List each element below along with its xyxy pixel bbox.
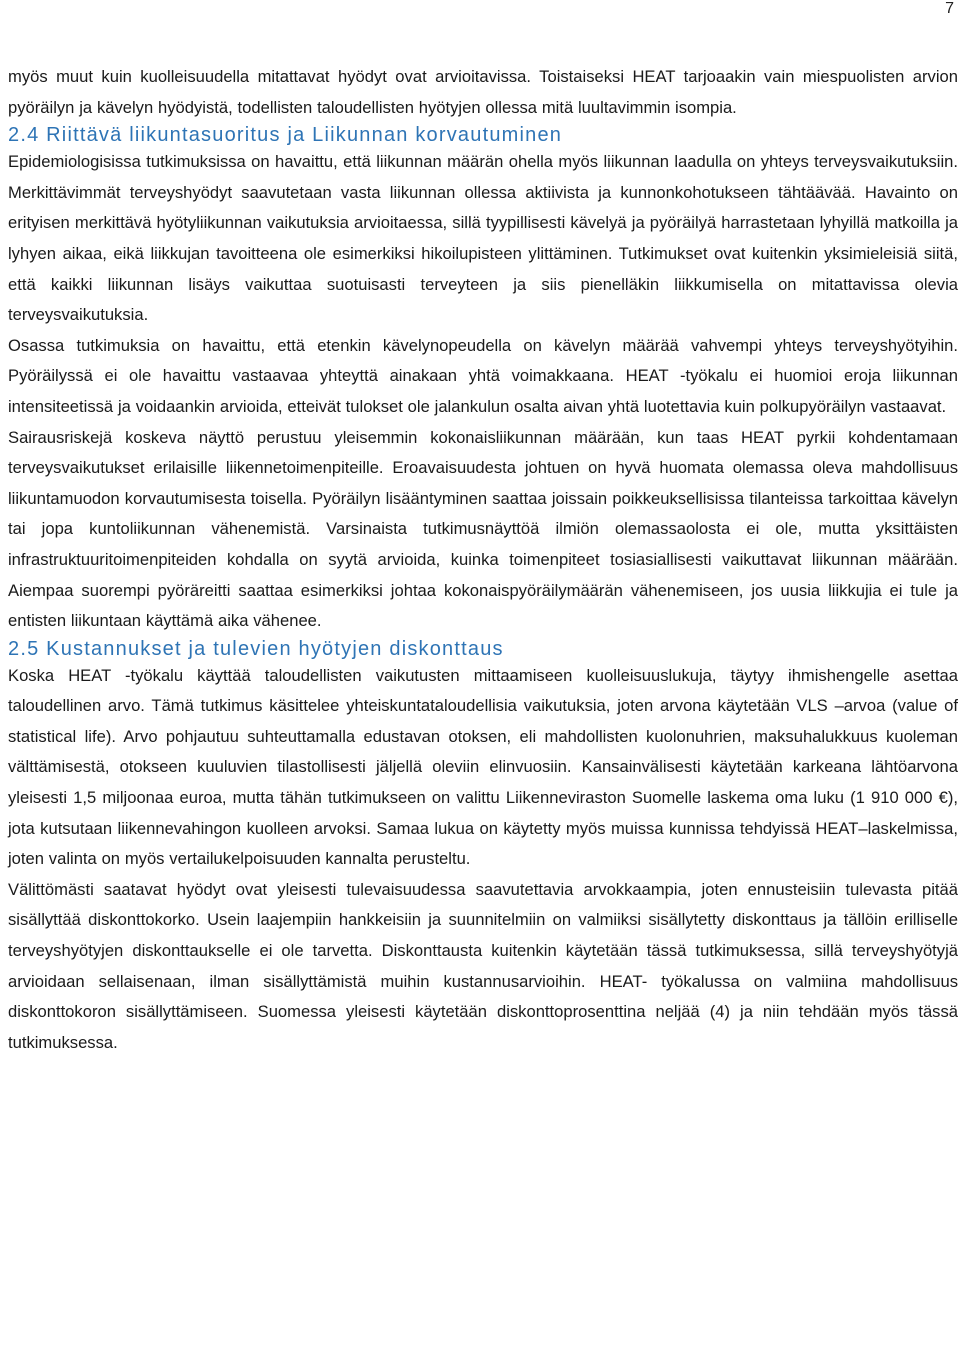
section-2-5-paragraph-2: Välittömästi saatavat hyödyt ovat yleisesti tulevaisuudessa saavutettavia arvokkaampia, joten ennusteisiin tulevasta pitää sisällyttää diskonttokorko. Usein laajempiin hankkeisiin ja suunnitelmiin on valmiiksi sisällytetty diskonttaus ja tällöin erilliselle terveyshyötyjen diskonttaukselle ei ole tarvetta. Diskonttausta kuitenkin käytetään tässä tutkimuksessa, sillä terveyshyötyjä arvioidaan sellaisenaan, ilman sisällyttämistä muihin kustannusarvioihin. HEAT- työkalussa on valmiina mahdollisuus diskonttokoron sisällyttämiseen. Suomessa yleisesti käytetään diskonttoprosenttina neljää (4) ja niin tehdään myös tässä tutkimuksessa. [8, 879, 958, 1052]
section-2-4-paragraph-3: Sairausriskejä koskeva näyttö perustuu yleisemmin kokonaisliikunnan määrään, kun taas HEAT pyrkii kohdentamaan terveysvaikutukset erilaisille liikennetoimenpiteille. Eroavaisuudesta johtuen on hyvä huomata olemassa oleva mahdollisuus liikuntamuodon korvautumisesta toisella. Pyöräilyn lisääntyminen saattaa joissain poikkeuksellisissa tilanteissa tarkoittaa kävelyn tai jopa kuntoliikunnan vähenemistä. Varsinaista tutkimusnäyttöä ilmiön olemassaolosta ei ole, mutta yksittäisten infrastruktuuritoimenpiteiden kohdalla on syytä arvioida, kuinka toimenpiteet tosiasiallisesti vaikuttavat liikunnan määrään. Aiempaa suorempi pyöräreitti saattaa esimerkiksi johtaa kokonaispyöräilymäärän vähenemiseen, jos uusia liikkujia ei tule ja entisten liikuntaan käyttämä aika vähenee. [8, 427, 958, 631]
page-content [8, 62, 958, 1058]
section-2-4-paragraph-1: Epidemiologisissa tutkimuksissa on havaittu, että liikunnan määrän ohella myös liikunnan laadulla on yhteys terveysvaikutuksiin. Merkittävimmät terveyshyödyt saavutetaan vasta liikunnan ollessa aktiivista ja kunnonkohotukseen tähtäävää. Havainto on erityisen merkittävä hyötyliikunnan vaikutuksia arvioitaessa, sillä tyypillisesti kävelyä ja pyöräilyä harrastetaan lyhyillä matkoilla ja lyhyen aikaa, eikä liikkujan tavoitteena ole esimerkiksi hikoilupisteen ylittäminen. Tutkimukset ovat kuitenkin yksimieleisiä siitä, että kaikki liikunnan lisäys vaikuttaa suotuisasti terveyteen ja siis pienelläkin liikkumisella on mitattavissa olevia terveysvaikutuksia. [8, 152, 958, 325]
section-heading-2-5: 2.5 Kustannukset ja tulevien hyötyjen diskonttaus [8, 637, 504, 660]
section-2-4-paragraph-2: Osassa tutkimuksia on havaittu, että etenkin kävelynopeudella on kävelyn määrää vahvempi yhteys terveyshyötyihin. Pyöräilyssä ei ole havaittu vastaavaa yhteyttä ainakaan yhtä voimakkaana. HEAT -työkalu ei huomioi eroja liikunnan intensiteetissä ja voidaankin arvioida, etteivät tulokset ole jalankulun osalta aivan yhtä luotettavia kuin polkupyöräilyn vastaavat. [8, 335, 958, 416]
section-heading-2-4: 2.4 Riittävä liikuntasuoritus ja Liikunnan korvautuminen [8, 124, 563, 147]
page-number: 7 [945, 0, 954, 17]
intro-paragraph: myös muut kuin kuolleisuudella mitattavat hyödyt ovat arvioitavissa. Toistaiseksi HEAT tarjoaakin vain miespuolisten arvion pyöräilyn ja kävelyn hyödyistä, todellisten taloudellisten hyötyjen ollessa mitä luultavimmin isompia. [8, 67, 958, 117]
section-2-5-paragraph-1: Koska HEAT -työkalu käyttää taloudellisten vaikutusten mittaamiseen kuolleisuuslukuja, täytyy ihmishengelle asettaa taloudellinen arvo. Tämä tutkimus käsittelee yhteiskuntataloudellisia vaikutuksia, joten arvona käytetään VLS –arvoa (value of statistical life). Arvo pohjautuu suhteuttamalla edustavan otoksen, eli mahdollisten kuolonuhrien, maksuhalukkuus kuoleman välttämisestä, otokseen kuuluvien tilastollisesti jäljellä oleviin elinvuosiin. Kansainvälisesti käytetään karkeana lähtöarvona yleisesti 1,5 miljoonaa euroa, mutta tähän tutkimukseen on valittu Liikenneviraston Suomelle laskema oma luku (1 910 000 €), jota kutsutaan liikennevahingon kuolleen arvoksi. Samaa lukua on käytetty myös muissa kunnissa tehdyissä HEAT–laskelmissa, joten valinta on myös vertailukelpoisuuden kannalta perusteltu. [8, 665, 958, 869]
